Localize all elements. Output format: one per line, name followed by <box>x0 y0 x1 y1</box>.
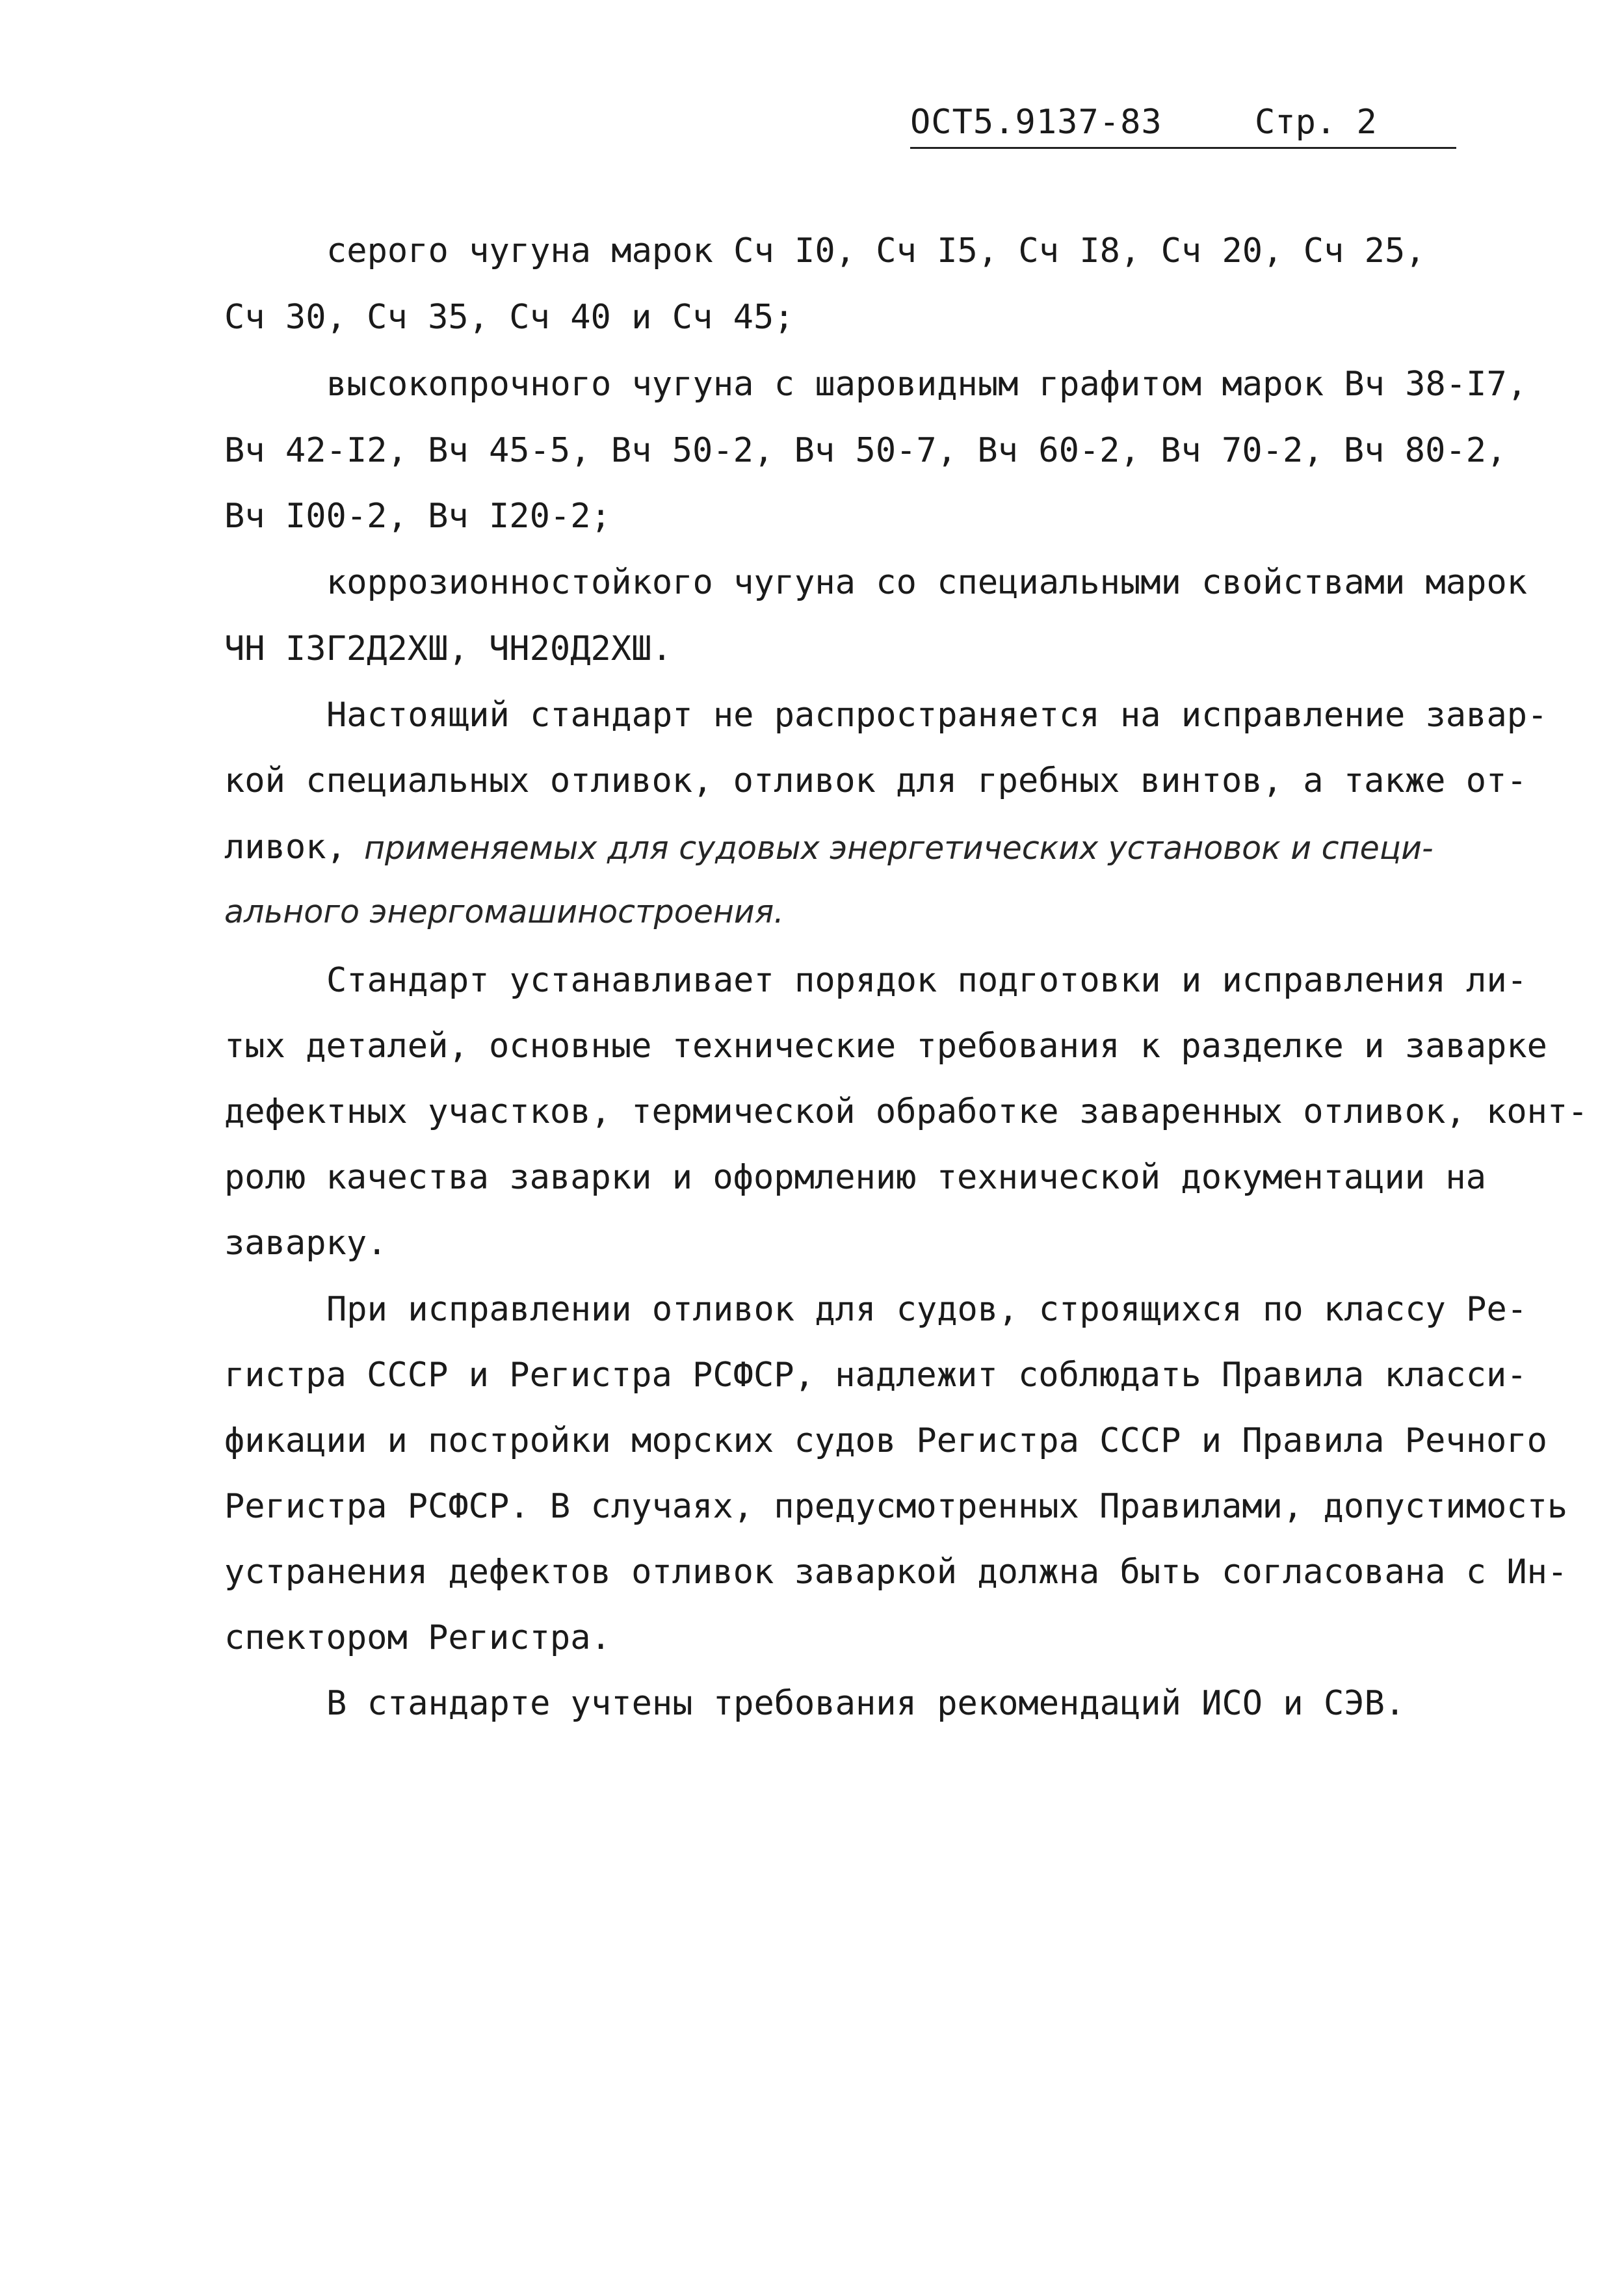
text-line: Вч I00-2, Вч I20-2; <box>224 497 611 536</box>
text-line: Регистра РСФСР. В случаях, предусмотренных Правилами, допустимость <box>224 1487 1568 1526</box>
text-line: Стандарт устанавливает порядок подготовки и исправления ли- <box>326 961 1528 1000</box>
text-line: ЧН I3Г2Д2ХШ, ЧН20Д2ХШ. <box>224 629 672 668</box>
text-line: ливок, <box>224 828 347 867</box>
text-line: тых деталей, основные технические требования к разделке и заварке <box>224 1027 1547 1066</box>
handwritten-insertion: ального энергомашиностроения. <box>224 893 784 930</box>
text-line: устранения дефектов отливок заваркой должна быть согласована с Ин- <box>224 1553 1568 1592</box>
header-rule <box>910 147 1456 149</box>
text-line: серого чугуна марок Сч I0, Сч I5, Сч I8, Сч 20, Сч 25, <box>326 231 1426 270</box>
text-line: заварку. <box>224 1224 387 1263</box>
text-line: кой специальных отливок, отливок для гребных винтов, а также от- <box>224 761 1527 800</box>
text-line: спектором Регистра. <box>224 1618 611 1657</box>
text-line: ролю качества заварки и оформлению технической документации на <box>224 1158 1487 1197</box>
text-line: дефектных участков, термической обработке заваренных отливок, конт- <box>224 1092 1588 1131</box>
text-line: В стандарте учтены требования рекомендаций ИСО и СЭВ. <box>326 1684 1406 1723</box>
text-line: гистра СССР и Регистра РСФСР, надлежит соблюдать Правила класси- <box>224 1356 1527 1395</box>
page-header <box>910 96 1456 148</box>
text-line: фикации и постройки морских судов Регистра СССР и Правила Речного <box>224 1421 1547 1460</box>
handwritten-insertion: применяемых для судовых энергетических установок и специ- <box>364 830 1434 867</box>
page-number: Стр. 2 <box>1255 103 1377 142</box>
text-line: Сч 30, Сч 35, Сч 40 и Сч 45; <box>224 298 794 337</box>
text-line: При исправлении отливок для судов, строящихся по классу Ре- <box>326 1290 1528 1329</box>
text-line: Вч 42-I2, Вч 45-5, Вч 50-2, Вч 50-7, Вч 60-2, Вч 70-2, Вч 80-2, <box>224 431 1507 470</box>
text-line: коррозионностойкого чугуна со специальными свойствами марок <box>326 563 1528 602</box>
text-line: Настоящий стандарт не распространяется на исправление завар- <box>326 696 1548 735</box>
text-line: высокопрочного чугуна с шаровидным графитом марок Вч 38-I7, <box>326 365 1528 404</box>
document-number: ОСТ5.9137-83 <box>910 103 1162 142</box>
